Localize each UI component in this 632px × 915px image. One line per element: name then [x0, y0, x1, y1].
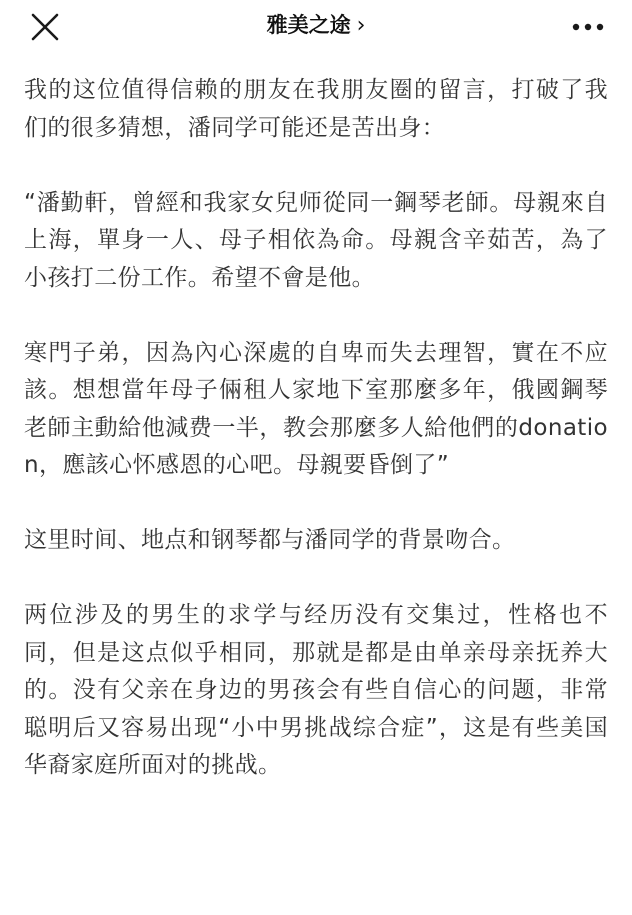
article-body [24, 72, 608, 785]
article-paragraph: 两位涉及的男生的求学与经历没有交集过，性格也不同，但是这点似乎相同，那就是都是由单亲母亲抚养大的。没有父亲在身边的男孩会有些自信心的问题，非常聪明后又容易出现“小中男挑战综合症”，这是有些美国华裔家庭所面对的挑战。 [24, 602, 608, 778]
more-icon [570, 12, 606, 42]
article-paragraph: 我的这位值得信赖的朋友在我朋友圈的留言，打破了我们的很多猜想，潘同学可能还是苦出身： [24, 77, 608, 141]
chevron-right-icon: › [356, 13, 366, 38]
account-title[interactable]: 雅美之途 [266, 13, 351, 37]
account-title-link[interactable] [0, 10, 632, 41]
top-navigation-bar [0, 0, 632, 54]
article-paragraph: 这里时间、地点和钢琴都与潘同学的背景吻合。 [24, 527, 516, 553]
article-paragraph: “潘勤軒，曾經和我家女兒师從同一鋼琴老師。母親來自上海，單身一人、母子相依為命。母親含辛茹苦，為了小孩打二份工作。希望不會是他。 [24, 189, 608, 291]
more-options-button[interactable] [570, 12, 606, 42]
article-paragraph: 寒門子弟，因為內心深處的自卑而失去理智，實在不应該。想想當年母子倆租人家地下室那麼多年，俄國鋼琴老師主動給他減费一半，教会那麼多人給他們的donation，應該心怀感恩的心吧。母親要昏倒了” [24, 339, 608, 478]
